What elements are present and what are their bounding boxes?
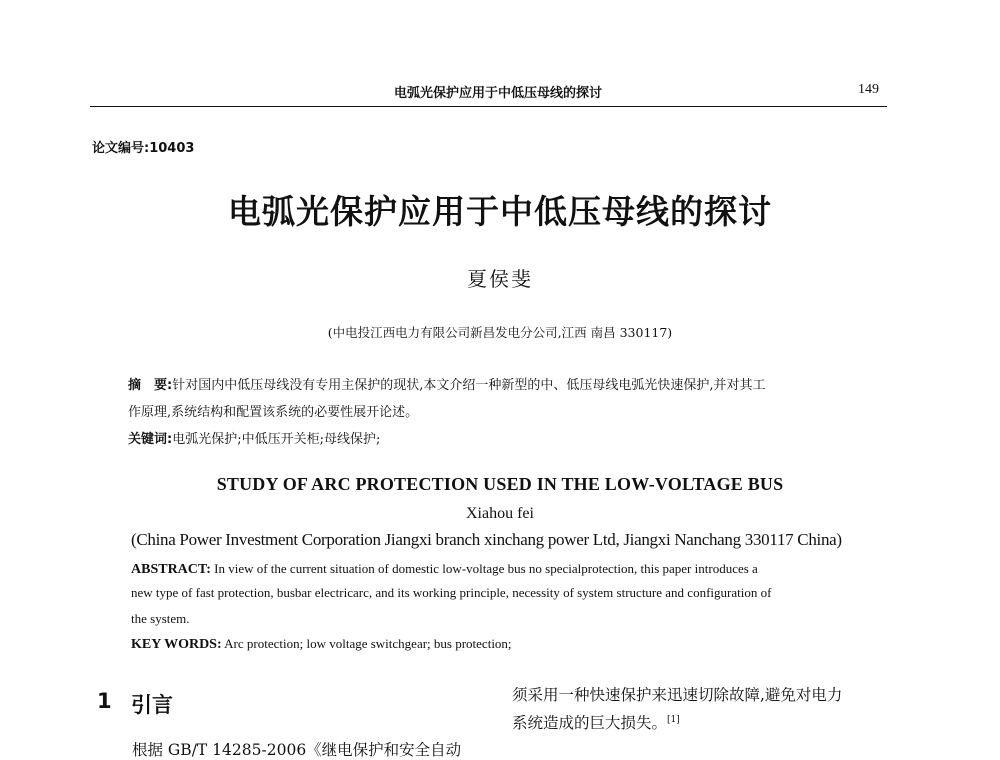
citation-ref: [1] — [667, 714, 680, 725]
abstract-en-line-2: new type of fast protection, busbar electricarc, and its working principle, necessity of system structure and configuration of — [131, 585, 772, 600]
abstract-en-line-3: the system. — [131, 611, 190, 626]
abstract-cn-text-1: 针对国内中低压母线没有专用主保护的现状,本文介绍一种新型的中、低压母线电弧光快速保护,并对其工 — [172, 378, 766, 393]
author-en: Xiahou fei — [466, 505, 534, 522]
keywords-en-text: Arc protection; low voltage switchgear; bus protection; — [224, 636, 512, 651]
keywords-cn-label: 关键词: — [128, 432, 173, 447]
header-rule — [90, 106, 887, 107]
paper-title-cn: 电弧光保护应用于中低压母线的探讨 — [228, 192, 772, 231]
body-right-line-1: 须采用一种快速保护来迅速切除故障,避免对电力 — [512, 686, 843, 704]
keywords-en — [131, 636, 512, 653]
body-left-line-1: 根据 GB/T 14285-2006《继电保护和安全自动 — [132, 741, 462, 759]
author-cn: 夏侯斐 — [467, 267, 533, 291]
body-right-text-2: 系统造成的巨大损失。 — [512, 714, 668, 732]
abstract-cn-label: 摘 要: — [128, 378, 173, 393]
abstract-en-label: ABSTRACT: — [131, 562, 211, 577]
section-number: 1 — [97, 689, 112, 713]
abstract-en-line-1 — [131, 561, 758, 578]
abstract-en-text-1: In view of the current situation of domestic low-voltage bus no specialprotection, this paper introduces a — [214, 561, 758, 576]
paper-title-en: STUDY OF ARC PROTECTION USED IN THE LOW-VOLTAGE BUS — [216, 474, 784, 494]
affiliation-cn: (中电投江西电力有限公司新昌发电分公司,江西 南昌 330117) — [327, 325, 673, 340]
affiliation-en: (China Power Investment Corporation Jiangxi branch xinchang power Ltd, Jiangxi Nanchang 330117 China) — [131, 530, 842, 549]
keywords-en-label: KEY WORDS: — [131, 637, 222, 652]
page-number: 149 — [858, 82, 879, 97]
running-header-title: 电弧光保护应用于中低压母线的探讨 — [393, 86, 602, 101]
abstract-cn-line-1 — [128, 374, 868, 393]
body-right-line-2 — [512, 711, 680, 733]
paper-number: 论文编号:10403 — [92, 141, 195, 156]
section-title: 引言 — [131, 693, 173, 717]
keywords-cn — [128, 428, 868, 447]
abstract-cn-line-2: 作原理,系统结构和配置该系统的必要性展开论述。 — [128, 405, 419, 420]
keywords-cn-text: 电弧光保护;中低压开关柜;母线保护; — [172, 432, 381, 447]
